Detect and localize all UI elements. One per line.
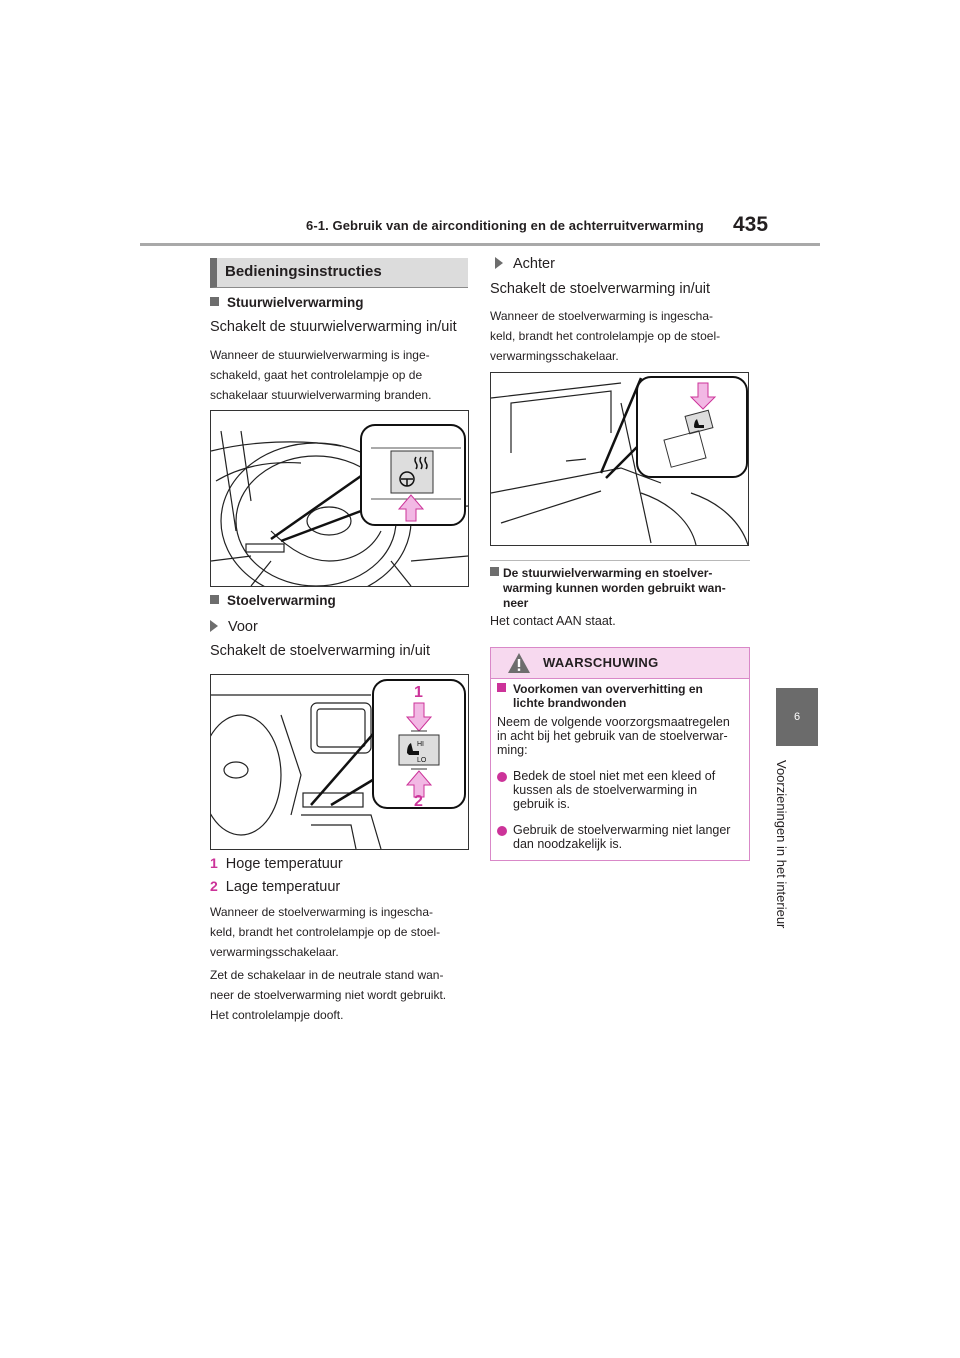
subheading-seat: Stoelverwarming — [210, 593, 336, 608]
section-heading: Bedieningsinstructies — [225, 263, 382, 280]
warning-bullet: Bedek de stoel niet met een kleed of kussen als de stoelverwarming in gebruik is. — [513, 769, 716, 811]
svg-text:HI: HI — [417, 741, 424, 748]
chapter-title: Voorzieningen in het interieur — [774, 760, 789, 929]
figure-rear-seat-heater — [490, 372, 749, 546]
page-number: 435 — [733, 213, 769, 236]
seat-note-2: Zet de schakelaar in de neutrale stand wan- neer de stoelverwarming niet wordt gebruikt. Het controlelampje dooft. — [210, 968, 447, 1022]
figure-steering-heater — [210, 410, 469, 587]
rear-note: Wanneer de stoelverwarming is ingescha- keld, brandt het controlelampje op de stoel- verwarmingsschakelaar. — [490, 309, 721, 363]
steering-wheel-illustration — [211, 411, 468, 586]
chapter-tab — [776, 688, 818, 746]
subheading-steering: Stuurwielverwarming — [210, 295, 364, 310]
steering-note: Wanneer de stuurwielverwarming is inge- schakeld, gaat het controlelampje op de schakelaar stuurwielverwarming branden. — [210, 348, 432, 402]
callout-1: 1 — [414, 684, 423, 701]
triangle-bullet-icon — [210, 620, 218, 632]
section-heading-box — [210, 258, 468, 288]
rear-door-illustration — [491, 373, 748, 545]
warning-box — [490, 647, 750, 861]
warning-title: WAARSCHUWING — [543, 655, 659, 670]
header-rule — [140, 243, 820, 246]
usage-heading: De stuurwielverwarming en stoelver- warming kunnen worden gebruikt wan- neer — [490, 566, 726, 611]
rear-label: Achter — [495, 256, 555, 272]
triangle-bullet-icon — [495, 257, 503, 269]
legend-item: 2 Lage temperatuur — [210, 878, 341, 895]
seat-note-1: Wanneer de stoelverwarming is ingescha- keld, brandt het controlelampje op de stoel- verwarmingsschakelaar. — [210, 905, 441, 959]
square-bullet-icon — [210, 595, 219, 604]
front-instruction: Schakelt de stoelverwarming in/uit — [210, 643, 431, 659]
steering-instruction: Schakelt de stuurwielverwarming in/uit — [210, 319, 457, 335]
front-label: Voor — [210, 619, 258, 635]
separator-rule — [490, 560, 750, 561]
chapter-number: 6 — [793, 711, 801, 723]
warning-bullet: Gebruik de stoelverwarming niet langer dan noodzakelijk is. — [513, 823, 731, 851]
warning-subheading: Voorkomen van oververhitting en lichte brandwonden — [497, 682, 703, 710]
bullet-dot-icon — [497, 826, 507, 836]
svg-text:LO: LO — [417, 757, 427, 764]
chapter-title-vertical — [774, 760, 811, 940]
callout-2: 2 — [414, 793, 423, 810]
warning-header — [491, 648, 749, 679]
running-header: 6-1. Gebruik van de airconditioning en de achterruitverwarming — [306, 218, 704, 233]
front-dashboard-illustration — [211, 675, 468, 849]
warning-intro: Neem de volgende voorzorgsmaatregelen in acht bij het gebruik van de stoelverwar- ming: — [497, 715, 730, 757]
rear-instruction: Schakelt de stoelverwarming in/uit — [490, 281, 711, 297]
usage-body: Het contact AAN staat. — [490, 614, 616, 628]
bullet-dot-icon — [497, 772, 507, 782]
square-bullet-icon — [210, 297, 219, 306]
square-bullet-icon — [490, 567, 499, 576]
warning-icon — [507, 652, 531, 674]
square-bullet-icon — [497, 683, 506, 692]
legend-item: 1 Hoge temperatuur — [210, 855, 343, 872]
figure-front-seat-heater — [210, 674, 469, 850]
